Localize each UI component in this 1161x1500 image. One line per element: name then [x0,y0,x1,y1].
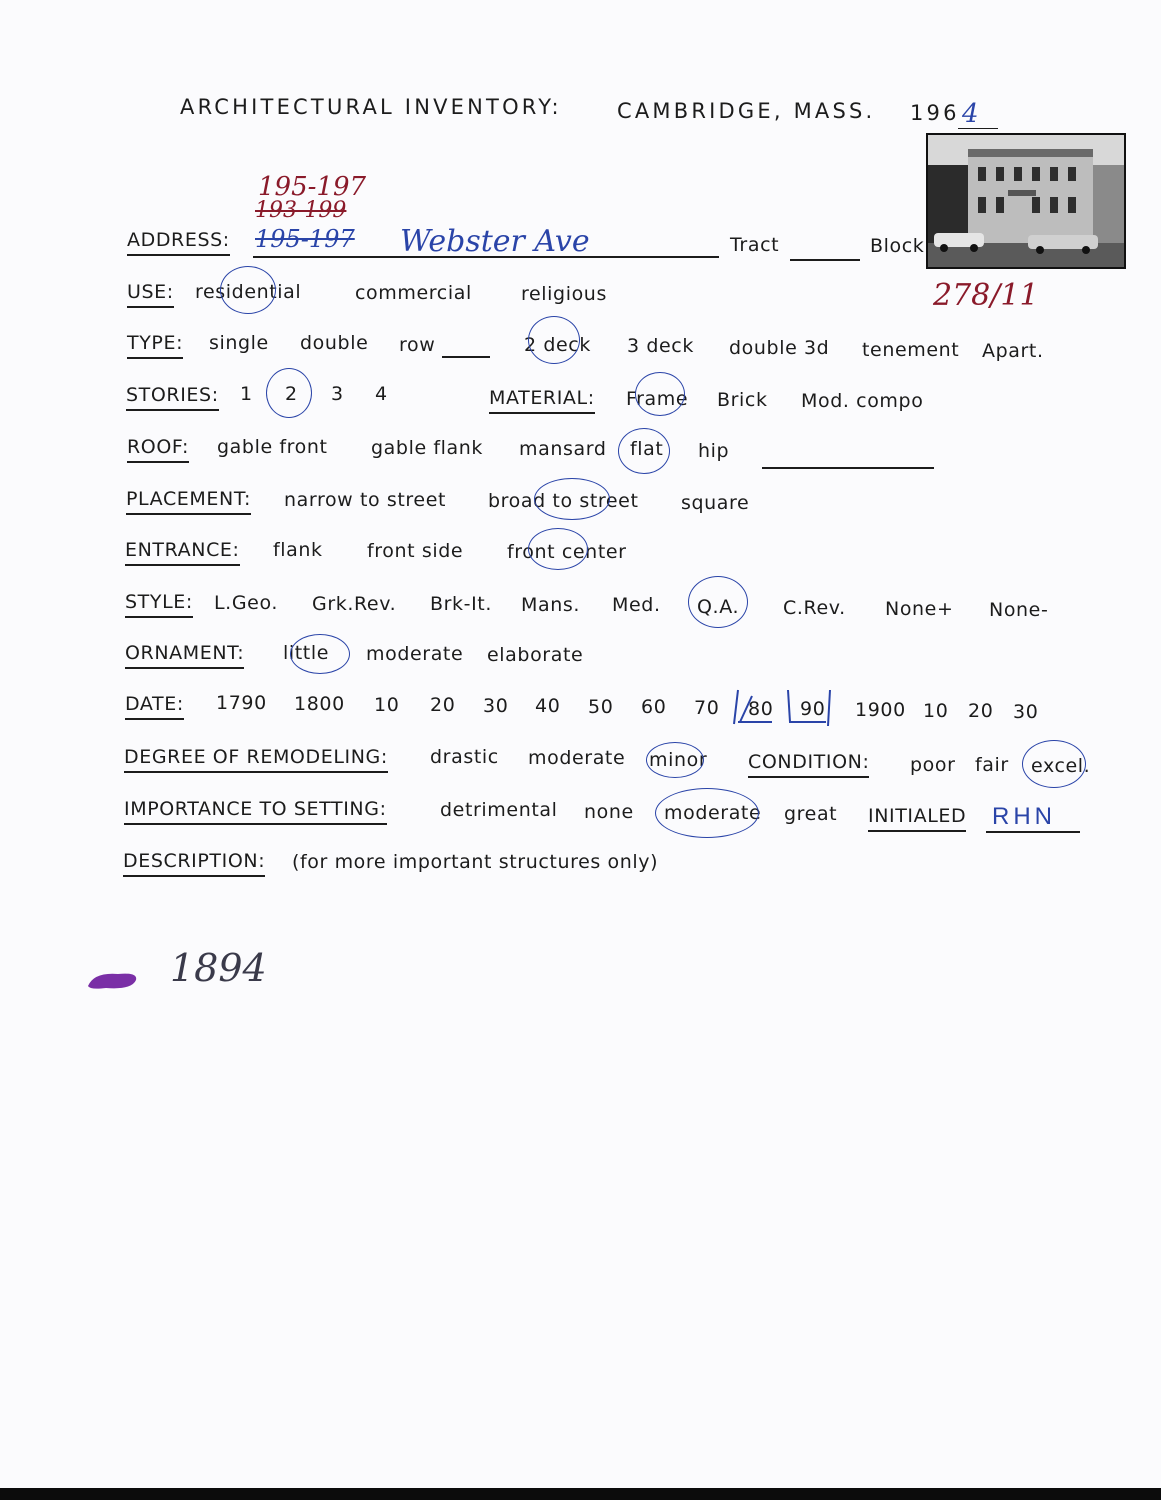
placement-opt-square: square [681,492,750,514]
date-opt-1900: 1900 [855,699,906,721]
type-opt-double-3d: double 3d [729,337,830,359]
importance-selection-circle [655,788,762,838]
description-label: DESCRIPTION: [123,850,265,877]
entrance-label: ENTRANCE: [125,539,240,566]
importance-opt-great: great [784,803,838,825]
material-opt-frame: Frame [626,388,689,410]
address-line [253,256,719,258]
block-label: Block [870,235,925,257]
date-opt-30: 30 [483,695,509,717]
placement-selection-circle [534,478,610,520]
stories-opt-1: 1 [240,383,253,405]
ornament-selection-circle [290,634,350,674]
entrance-selection-circle [528,528,588,570]
type-opt-2-deck: 2 deck [524,334,591,356]
address-crossed-2: 195-197 [255,225,355,253]
form-year-printed: 196 [910,101,960,125]
roof-opt-hip: hip [698,440,730,462]
style-opt-crev: C.Rev. [783,597,846,619]
condition-label: CONDITION: [748,751,869,778]
material-opt-brick: Brick [717,389,768,411]
type-label: TYPE: [127,332,183,359]
type-opt-tenement: tenement [862,339,960,361]
material-label: MATERIAL: [489,387,595,414]
roof-opt-flat: flat [630,438,664,460]
tract-line [790,259,860,261]
date-opt-1920: 20 [968,700,994,722]
address-crossed-1: 193-199 [255,198,347,223]
ornament-opt-elaborate: elaborate [487,644,584,666]
remodeling-opt-drastic: drastic [430,746,499,768]
remodeling-selection-circle [646,742,704,778]
purple-ink-mark [84,966,142,994]
stories-label: STORIES: [126,384,219,411]
material-opt-mod-compo: Mod. compo [801,390,924,412]
address-street: Webster Ave [400,224,590,259]
importance-opt-none: none [584,801,634,823]
initialed-value: RHN [992,803,1056,830]
type-opt-apart: Apart. [982,340,1044,362]
type-opt-3-deck: 3 deck [627,335,694,357]
ornament-label: ORNAMENT: [125,642,244,669]
style-opt-qa: Q.A. [697,596,740,618]
entrance-opt-front-side: front side [367,540,464,562]
scan-bottom-edge [0,1488,1161,1500]
stories-selection-circle [266,368,312,418]
placement-label: PLACEMENT: [126,488,251,515]
date-opt-60: 60 [641,696,667,718]
form-title: ARCHITECTURAL INVENTORY: [180,95,562,119]
use-opt-residential: residential [195,281,302,303]
date-opt-70: 70 [694,697,720,719]
date-label: DATE: [125,693,184,720]
tract-label: Tract [730,234,780,256]
building-photo [926,133,1126,269]
date-opt-10: 10 [374,694,400,716]
date-opt-20: 20 [430,694,456,716]
style-opt-grkrev: Grk.Rev. [312,593,397,615]
roof-selection-circle [618,428,670,474]
form-place: CAMBRIDGE, MASS. [617,99,876,123]
type-opt-row: row [399,334,436,356]
style-opt-med: Med. [612,594,661,616]
placement-opt-broad: broad to street [488,490,639,512]
style-opt-brkit: Brk-It. [430,593,492,615]
type-opt-double: double [300,332,369,354]
stories-opt-3: 3 [331,383,344,405]
remodeling-opt-moderate: moderate [528,747,626,769]
type-selection-circle [528,316,580,364]
style-label: STYLE: [125,591,193,618]
condition-selection-circle [1022,740,1086,788]
date-opt-1790: 1790 [216,692,267,714]
remodeling-opt-minor: minor [649,749,708,771]
address-current: 195-197 [258,172,367,202]
description-note: (for more important structures only) [292,851,659,873]
remodeling-label: DEGREE OF REMODELING: [124,746,388,773]
form-year-hand: 4 [962,99,979,129]
style-opt-lgeo: L.Geo. [214,592,278,614]
placement-opt-narrow: narrow to street [284,489,447,511]
type-row-line [442,356,490,358]
roof-opt-gable-front: gable front [217,436,328,458]
initialed-line [986,831,1080,833]
ornament-opt-moderate: moderate [366,643,464,665]
date-opt-1910: 10 [923,700,949,722]
date-opt-90: 90 [800,698,826,720]
photo-caption: 278/11 [933,278,1039,313]
use-opt-commercial: commercial [355,282,472,304]
address-label: ADDRESS: [127,229,230,256]
stories-opt-2: 2 [285,383,298,405]
condition-opt-poor: poor [910,754,956,776]
style-opt-none-minus: None- [989,599,1049,621]
initialed-label: INITIALED [868,805,966,832]
date-selection-mark [730,686,842,728]
ornament-opt-little: little [283,642,330,664]
roof-other-line [762,467,934,469]
date-opt-1800: 1800 [294,693,345,715]
use-opt-religious: religious [521,283,607,305]
year-underline [958,128,998,129]
entrance-opt-flank: flank [273,539,323,561]
building-photo-drawing [928,135,1124,267]
importance-label: IMPORTANCE TO SETTING: [124,798,387,825]
note-year: 1894 [170,946,267,990]
importance-opt-moderate: moderate [664,802,762,824]
roof-opt-gable-flank: gable flank [371,437,484,459]
importance-opt-detrimental: detrimental [440,799,558,821]
type-opt-single: single [209,332,269,354]
style-opt-mans: Mans. [521,594,581,616]
roof-label: ROOF: [127,436,189,463]
date-opt-80: 80 [748,698,774,720]
style-opt-none-plus: None+ [885,598,954,620]
condition-opt-excel: excel. [1031,755,1091,777]
date-opt-40: 40 [535,695,561,717]
use-selection-circle [220,266,276,314]
date-opt-1930: 30 [1013,701,1039,723]
style-selection-circle [688,576,748,628]
material-selection-circle [635,372,685,416]
entrance-opt-front-center: front center [507,541,627,563]
condition-opt-fair: fair [975,754,1009,776]
roof-opt-mansard: mansard [519,438,607,460]
stories-opt-4: 4 [375,383,388,405]
use-label: USE: [127,281,174,308]
date-opt-50: 50 [588,696,614,718]
